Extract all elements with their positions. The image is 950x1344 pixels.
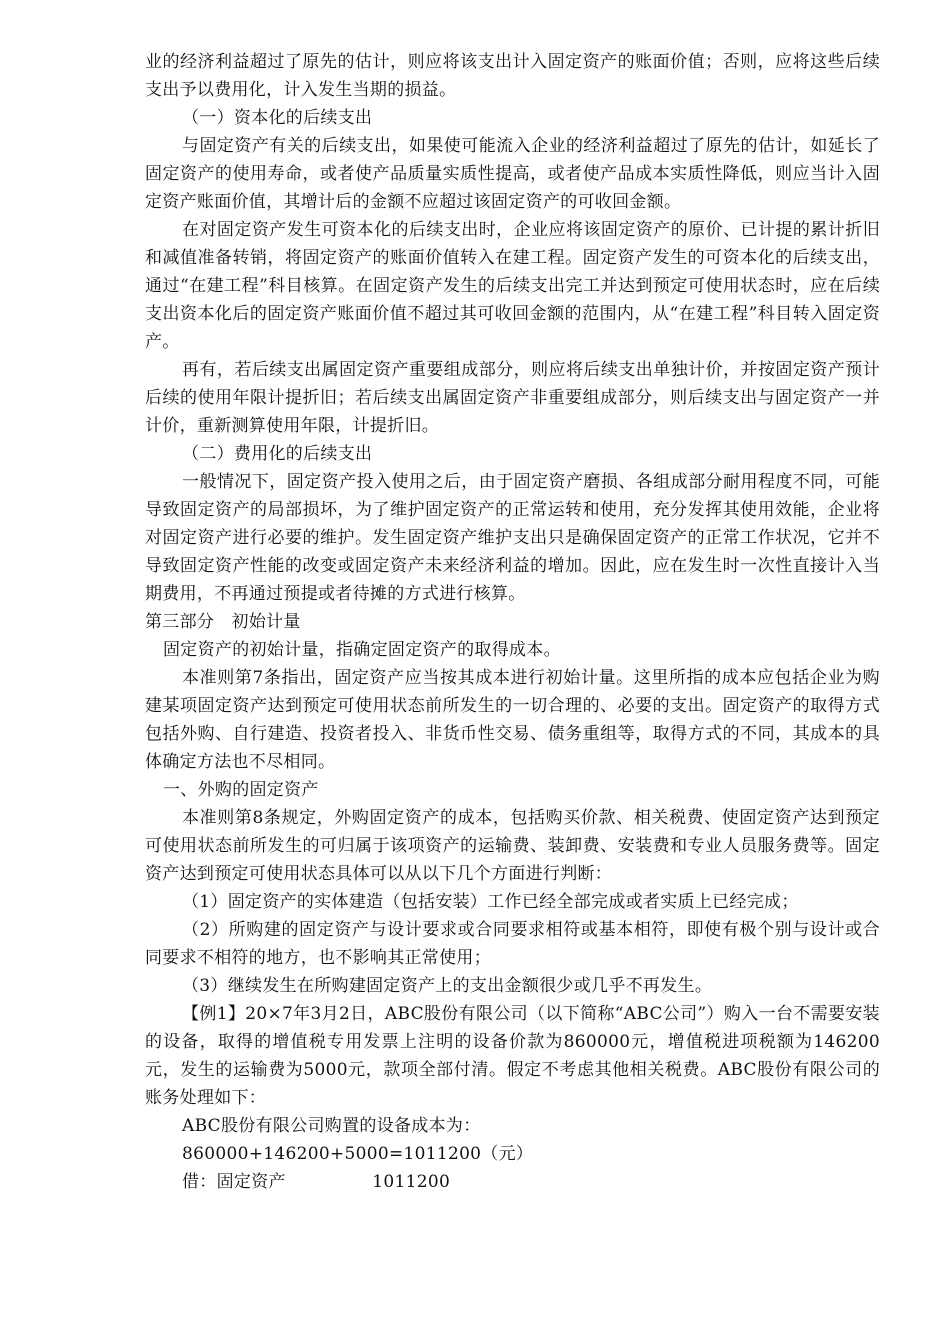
paragraph: （1）固定资产的实体建造（包括安装）工作已经全部完成或者实质上已经完成；	[182, 892, 799, 912]
paragraph: （2）所购建的固定资产与设计要求或合同要求相符或基本相符，即使有极个别与设计或合同要求不相符的地方，也不影响其正常使用；	[145, 920, 880, 968]
paragraph: （二）费用化的后续支出	[182, 444, 373, 464]
paragraph: ABC股份有限公司购置的设备成本为：	[182, 1116, 481, 1136]
paragraph: 固定资产的初始计量，指确定固定资产的取得成本。	[163, 640, 561, 660]
paragraph: （一）资本化的后续支出	[182, 108, 373, 128]
paragraph: 借：固定资产 1011200	[182, 1172, 451, 1192]
paragraph: 与固定资产有关的后续支出，如果使可能流入企业的经济利益超过了原先的估计，如延长了固定资产的使用寿命，或者使产品质量实质性提高，或者使产品成本实质性降低，则应当计入固定资产账面价值，其增计后的金额不应超过该固定资产的可收回金额。	[145, 136, 880, 212]
paragraph: 第三部分 初始计量	[145, 612, 301, 632]
paragraph: 一、外购的固定资产	[163, 780, 319, 800]
paragraph: （3）继续发生在所购建固定资产上的支出金额很少或几乎不再发生。	[182, 976, 713, 996]
document-body	[145, 48, 880, 1196]
paragraph: 一般情况下，固定资产投入使用之后，由于固定资产磨损、各组成部分耐用程度不同，可能导致固定资产的局部损坏，为了维护固定资产的正常运转和使用，充分发挥其使用效能，企业将对固定资产进行必要的维护。发生固定资产维护支出只是确保固定资产的正常工作状况，它并不导致固定资产性能的改变或固定资产未来经济利益的增加。因此，应在发生时一次性直接计入当期费用，不再通过预提或者待摊的方式进行核算。	[145, 472, 880, 604]
paragraph: 【例1】20×7年3月2日，ABC股份有限公司（以下简称“ABC公司”）购入一台不需要安装的设备，取得的增值税专用发票上注明的设备价款为860000元，增值税进项税额为146200元，发生的运输费为5000元，款项全部付清。假定不考虑其他相关税费。ABC股份有限公司的账务处理如下：	[145, 1004, 880, 1108]
paragraph: 再有，若后续支出属固定资产重要组成部分，则应将后续支出单独计价，并按固定资产预计后续的使用年限计提折旧；若后续支出属固定资产非重要组成部分，则后续支出与固定资产一并计价，重新测算使用年限，计提折旧。	[145, 360, 880, 436]
paragraph: 860000+146200+5000=1011200（元）	[182, 1144, 534, 1164]
paragraph: 在对固定资产发生可资本化的后续支出时，企业应将该固定资产的原价、已计提的累计折旧和减值准备转销，将固定资产的账面价值转入在建工程。固定资产发生的可资本化的后续支出，通过“在建工程”科目核算。在固定资产发生的后续支出完工并达到预定可使用状态时，应在后续支出资本化后的固定资产账面价值不超过其可收回金额的范围内，从“在建工程”科目转入固定资产。	[145, 220, 880, 352]
paragraph: 本准则第7条指出，固定资产应当按其成本进行初始计量。这里所指的成本应包括企业为购建某项固定资产达到预定可使用状态前所发生的一切合理的、必要的支出。固定资产的取得方式包括外购、自行建造、投资者投入、非货币性交易、债务重组等，取得方式的不同，其成本的具体确定方法也不尽相同。	[145, 668, 880, 772]
paragraph: 本准则第8条规定，外购固定资产的成本，包括购买价款、相关税费、使固定资产达到预定可使用状态前所发生的可归属于该项资产的运输费、装卸费、安装费和专业人员服务费等。固定资产达到预定可使用状态具体可以从以下几个方面进行判断：	[145, 808, 880, 884]
paragraph: 业的经济利益超过了原先的估计，则应将该支出计入固定资产的账面价值；否则，应将这些后续支出予以费用化，计入发生当期的损益。	[145, 52, 880, 100]
